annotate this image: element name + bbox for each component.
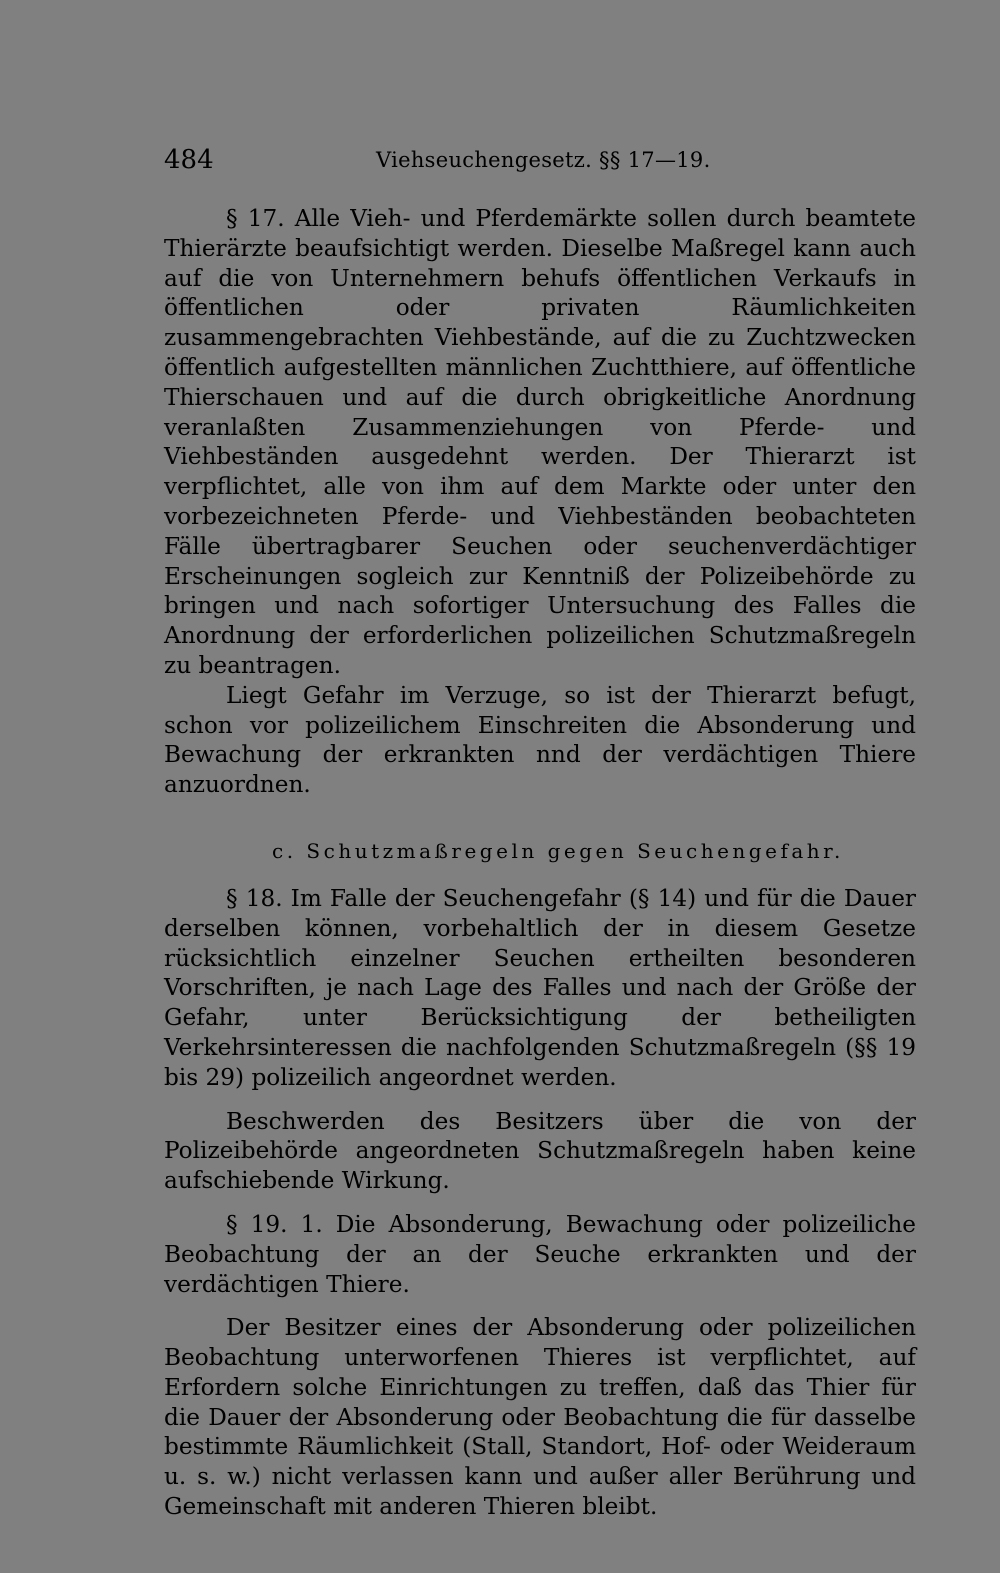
paragraph-section-19-owner: Der Besitzer eines der Absonderung oder polizeilichen Beobachtung unterworfenen Thieres ist verpflichtet, auf Erfordern solche Einrichtungen zu treffen, daß das Thier für die Dauer der Absonderung oder Beobachtung die für dasselbe bestimmte Räumlichkeit (Stall, Standort, Hof- oder Weideraum u. s. w.) nicht verlassen kann und außer aller Berührung und Gemeinschaft mit anderen Thieren bleibt. (164, 1314, 916, 1521)
paragraph-section-18-complaints: Beschwerden des Besitzers über die von der Polizeibehörde angeordneten Schutzmaßregeln haben keine aufschiebende Wirkung. (164, 1107, 916, 1195)
paragraph-section-18: § 18. Im Falle der Seuchengefahr (§ 14) und für die Dauer derselben können, vorbehaltlich der in diesem Gesetze rücksichtlich einzelner Seuchen ertheilten besonderen Vorschriften, je nach Lage des Falles und nach der Größe der Gefahr, unter Berücksichtigung der betheiligten Verkehrsinteressen die nachfolgenden Schutzmaßregeln (§§ 19 bis 29) polizeilich angeordnet werden. (164, 884, 916, 1091)
book-page (164, 140, 916, 1522)
paragraph-section-17: § 17. Alle Vieh- und Pferdemärkte sollen durch beamtete Thierärzte beaufsichtigt werden. Dieselbe Maßregel kann auch auf die von Unternehmern behufs öffentlichen Verkaufs in öffentlichen oder privaten Räumlichkeiten zusammengebrachten Viehbestände, auf die zu Zuchtzwecken öffentlich aufgestellten männlichen Zuchtthiere, auf öffentliche Thierschauen und auf die durch obrigkeitliche Anordnung veranlaßten Zusammenziehungen von Pferde- und Viehbeständen ausgedehnt werden. Der Thierarzt ist verpflichtet, alle von ihm auf dem Markte oder unter den vorbezeichneten Pferde- und Viehbeständen beobachteten Fälle übertragbarer Seuchen oder seuchenverdächtiger Erscheinungen sogleich zur Kenntniß der Polizeibehörde zu bringen und nach sofortiger Untersuchung des Falles die Anordnung der erforderlichen polizeilichen Schutzmaßregeln zu beantragen. (164, 205, 916, 679)
paragraph-section-17-danger: Liegt Gefahr im Verzuge, so ist der Thierarzt befugt, schon vor polizeilichem Einschreiten die Absonderung und Bewachung der erkrankten nnd der verdächtigen Thiere anzuordnen. (164, 681, 916, 799)
running-head: Viehseuchengesetz. §§ 17—19. (376, 148, 711, 172)
paragraph-section-19: § 19. 1. Die Absonderung, Bewachung oder polizeiliche Beobachtung der an der Seuche erkrankten und der verdächtigen Thiere. (164, 1210, 916, 1298)
section-heading-c: c. Schutzmaßregeln gegen Seuchengefahr. (272, 838, 844, 863)
page-number: 484 (164, 145, 214, 175)
page-header (164, 140, 916, 180)
